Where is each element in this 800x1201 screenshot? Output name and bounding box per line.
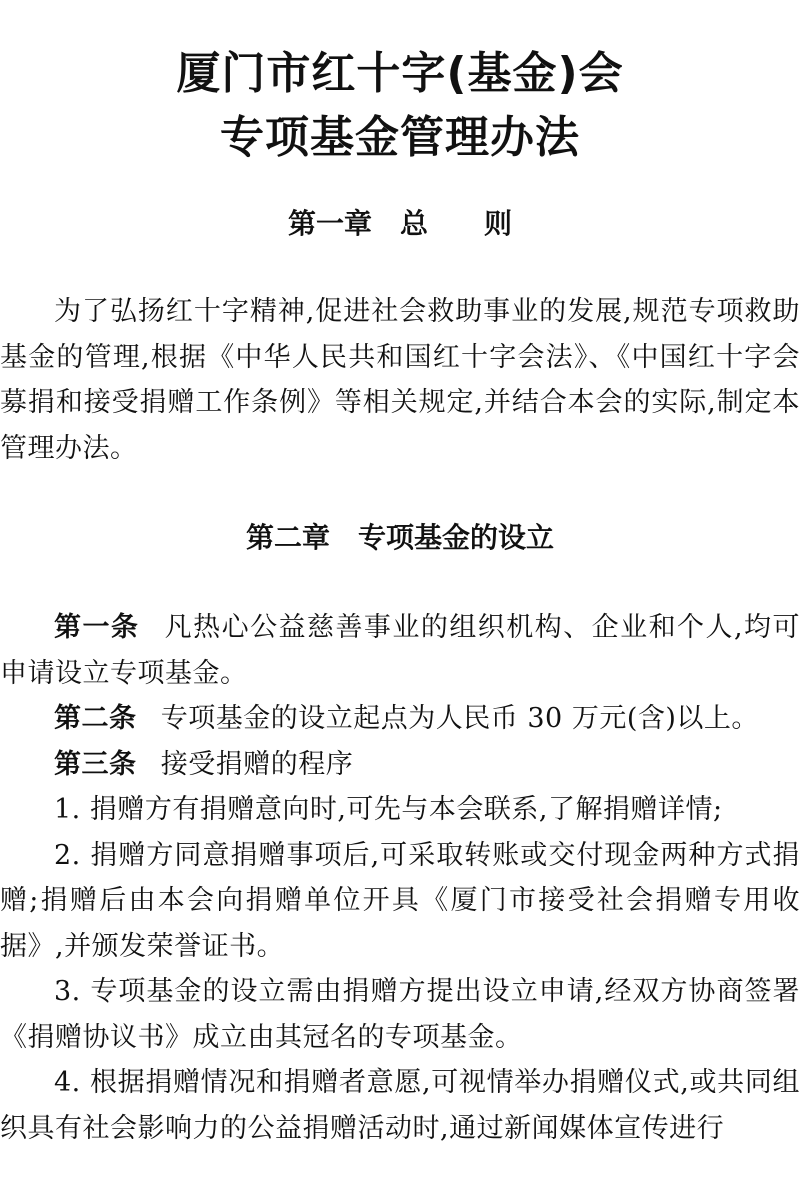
chapter-heading-2: 第二章 专项基金的设立	[245, 521, 554, 554]
article-text: 凡热心公益慈善事业的组织机构、企业和个人,均可申请设立专项基金。	[0, 612, 800, 689]
article-label: 第一条	[54, 612, 140, 643]
article-text: 接受捐赠的程序	[160, 748, 354, 780]
article-1	[0, 605, 800, 696]
article-label: 第二条	[54, 703, 137, 734]
article-3	[0, 742, 800, 788]
list-item: 3. 专项基金的设立需由捐赠方提出设立申请,经双方协商签署《捐赠协议书》成立由其冠名的专项基金。	[0, 976, 800, 1053]
list-item: 1. 捐赠方有捐赠意向时,可先与本会联系,了解捐赠详情;	[54, 794, 723, 825]
list-item: 4. 根据捐赠情况和捐赠者意愿,可视情举办捐赠仪式,或共同组织具有社会影响力的公益捐赠活动时,通过新闻媒体宣传进行	[0, 1067, 800, 1144]
article-text: 专项基金的设立起点为人民币 30 万元(含)以上。	[160, 703, 759, 734]
chapter-heading-1: 第一章 总 则	[287, 207, 512, 240]
article-label: 第三条	[54, 748, 137, 780]
document-title-line1: 厦门市红十字(基金)会	[176, 48, 624, 99]
intro-paragraph: 为了弘扬红十字精神,促进社会救助事业的发展,规范专项救助基金的管理,根据《中华人民共和国红十字会法》、《中国红十字会募捐和接受捐赠工作条例》等相关规定,并结合本会的实际,制定本管理办法。	[0, 296, 800, 464]
document-title-line2: 专项基金管理办法	[220, 112, 580, 163]
article-2	[0, 696, 800, 742]
list-item: 2. 捐赠方同意捐赠事项后,可采取转账或交付现金两种方式捐赠;捐赠后由本会向捐赠单位开具《厦门市接受社会捐赠专用收据》,并颁发荣誉证书。	[0, 839, 800, 962]
